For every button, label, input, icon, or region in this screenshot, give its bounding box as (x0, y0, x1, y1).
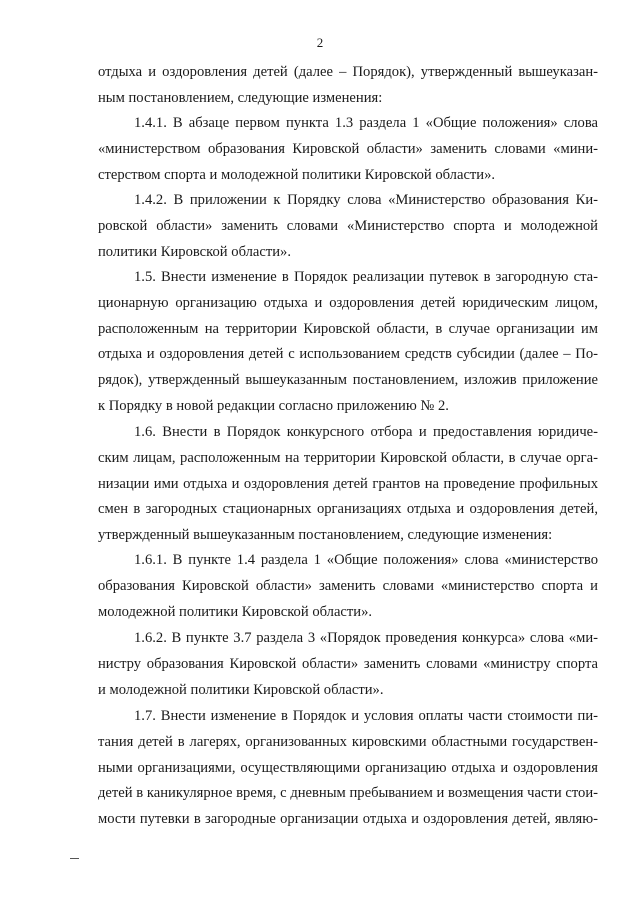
text-line: политики Кировской области». (98, 243, 291, 260)
text-line: тания детей в лагерях, организованных кировскими областными государствен- (98, 733, 598, 750)
text-line: 1.6.1. В пункте 1.4 раздела 1 «Общие положения» слова «министерство (134, 552, 598, 568)
text-line: низации ими отдыха и оздоровления детей грантов на проведение профильных (98, 475, 598, 492)
text-line: отдыха и оздоровления детей с использованием средств субсидии (далее – По- (98, 346, 598, 363)
text-line: мости путевки в загородные организации отдыха и оздоровления детей, являю- (98, 811, 598, 828)
text-line: утвержденный вышеуказанным постановлением, следующие изменения: (98, 527, 553, 544)
paragraph-1-6 (98, 420, 598, 549)
text-line: стерством спорта и молодежной политики Кировской области». (98, 166, 496, 183)
paragraph-1-5 (98, 265, 598, 420)
text-line: детей в каникулярное время, с дневным пребыванием и возмещения части стои- (98, 785, 598, 802)
text-line: «министерством образования Кировской области» заменить словами «мини- (98, 140, 598, 157)
paragraph-1-7 (98, 704, 598, 833)
text-line: смен в загородных стационарных организациях отдыха и оздоровления детей, (98, 501, 598, 518)
text-line: образования Кировской области» заменить словами «министерство спорта и (98, 577, 598, 594)
text-line: 1.6. Внести в Порядок конкурсного отбора и предоставления юридиче- (134, 424, 598, 440)
text-line: ным постановлением, следующие изменения: (98, 89, 383, 106)
text-line: 1.4.1. В абзаце первом пункта 1.3 раздела 1 «Общие положения» слова (134, 115, 598, 131)
paragraph-intro-continuation (98, 60, 598, 112)
text-line: 1.4.2. В приложении к Порядку слова «Министерство образования Ки- (134, 192, 598, 208)
text-line: нистру образования Кировской области» заменить словами «министру спорта (98, 655, 598, 672)
text-line: ционарную организацию отдыха и оздоровления детей юридическим лицом, (98, 294, 598, 311)
text-line: рядок), утвержденный вышеуказанным постановлением, изложив приложение (98, 372, 598, 389)
text-line: 1.7. Внести изменение в Порядок и условия оплаты части стоимости пи- (134, 708, 598, 724)
text-line: ским лицам, расположенным на территории Кировской области, в случае орга- (98, 449, 598, 466)
text-line: расположенным на территории Кировской области, в случае организации им (98, 320, 598, 337)
text-line: и молодежной политики Кировской области». (98, 681, 384, 698)
paragraph-1-6-2 (98, 626, 598, 703)
text-line: к Порядку в новой редакции согласно приложению № 2. (98, 397, 449, 414)
text-line: отдыха и оздоровления детей (далее – Порядок), утвержденный вышеуказан- (98, 64, 598, 80)
text-line: ровской области» заменить словами «Министерство спорта и молодежной (98, 217, 598, 234)
text-line: молодежной политики Кировской области». (98, 603, 373, 620)
page-number: 2 (316, 35, 324, 50)
text-line: 1.5. Внести изменение в Порядок реализации путевок в загородную ста- (134, 269, 598, 285)
paragraph-1-4-2 (98, 188, 598, 265)
paragraph-1-6-1 (98, 548, 598, 625)
margin-dash-mark (70, 858, 79, 859)
paragraph-1-4-1 (98, 111, 598, 188)
text-line: ными организациями, осуществляющими организацию отдыха и оздоровления (98, 759, 598, 776)
text-line: 1.6.2. В пункте 3.7 раздела 3 «Порядок проведения конкурса» слова «ми- (134, 630, 598, 646)
